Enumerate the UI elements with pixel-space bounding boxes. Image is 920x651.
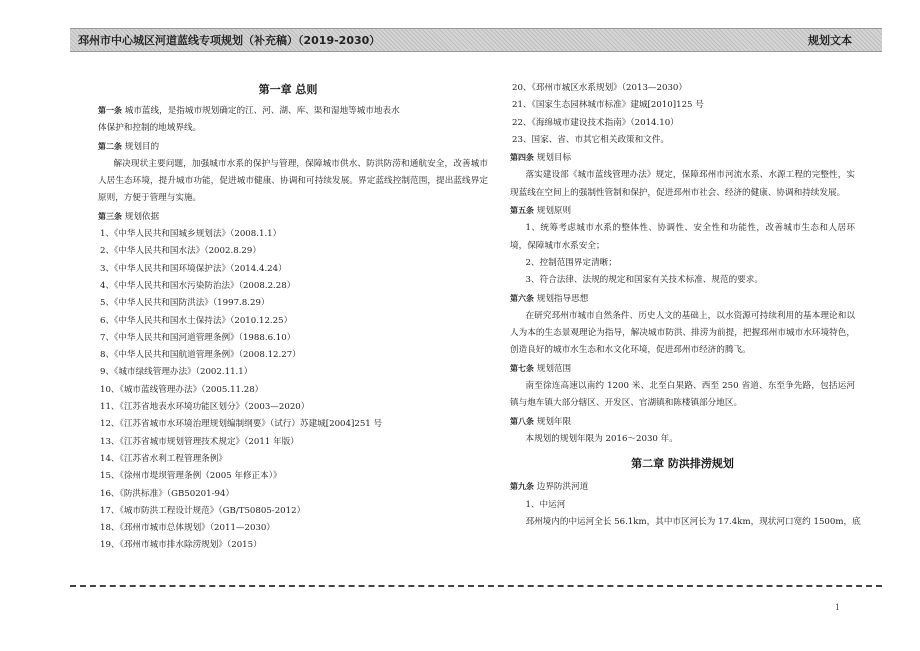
article-7-text: 南至徐连高速以南约 1200 米、北至白果路、西至 250 省道、东至争先路，包括运河镇与炮车镇大部分辖区、开发区、官湖镇和陈楼镇部分地区。 (510, 381, 855, 409)
reference-item: 22、《海绵城市建设技术指南》（2014.10） (512, 117, 679, 128)
reference-item: 15、《徐州市堤坝管理条例（2005 年修正本）》 (100, 471, 282, 482)
article-3-title: 规划依据 (124, 211, 160, 222)
page-number: 1 (835, 603, 841, 612)
article-1 (98, 102, 488, 120)
article-9-heading (510, 478, 855, 496)
article-1-line-2: 体保护和控制的地域界线。 (98, 123, 202, 134)
article-6-heading (510, 290, 855, 308)
article-5-item: 3、符合法律、法规的规定和国家有关技术标准、规范的要求。 (525, 275, 763, 286)
reference-item: 8、《中华人民共和国航道管理条例》（2008.12.27） (100, 350, 301, 361)
article-7-heading (510, 360, 855, 378)
reference-item: 3、《中华人民共和国环境保护法》（2014.4.24） (100, 263, 287, 274)
article-4-title: 规划目标 (536, 153, 572, 164)
article-8-label: 第八条 (510, 416, 534, 426)
reference-item: 20、《邳州市城区水系规划》（2013—2030） (512, 83, 687, 93)
article-5-item: 1、统筹考虑城市水系的整体性、协调性、安全性和功能性，改善城市生态和人居环境，保障城市水系安全； (510, 223, 855, 251)
chapter-2-title: 第二章 防洪排涝规划 (631, 457, 734, 471)
article-6-label: 第六条 (510, 293, 534, 303)
reference-list (98, 226, 488, 555)
article-3-heading (98, 208, 488, 226)
reference-item: 18、《邳州市城市总体规划》（2011—2030） (100, 523, 275, 534)
article-4-label: 第四条 (510, 153, 534, 163)
article-2-heading (98, 138, 488, 156)
reference-item: 17、《城市防洪工程设计规范》（GB/T50805-2012） (100, 505, 306, 516)
article-9-title: 边界防洪河道 (536, 482, 589, 493)
article-9-text: 邳州境内的中运河全长 56.1km，其中市区河长为 17.4km，现状河口宽约 1500m，底 (525, 516, 861, 527)
reference-item: 9、《城市绿线管理办法》（2002.11.1） (100, 367, 253, 378)
reference-item: 13、《江苏省城市规划管理技术规定》（2011 年版） (100, 436, 299, 447)
article-9-label: 第九条 (510, 482, 534, 492)
article-8-text: 本规划的规划年限为 2016～2030 年。 (525, 433, 678, 444)
reference-item: 19、《邳州市城市排水除涝规划》（2015） (100, 540, 262, 551)
article-5-item: 2、控制范围界定清晰； (525, 257, 617, 268)
document-type-label: 规划文本 (808, 34, 852, 47)
reference-item: 11、《江苏省地表水环境功能区划分》（2003—2020） (100, 402, 310, 413)
reference-item: 12、《江苏省城市水环境治理规划编制纲要》（试行）苏建城[2004]251 号 (100, 419, 383, 430)
reference-item: 4、《中华人民共和国水污染防治法》（2008.2.28） (100, 280, 296, 291)
article-8-heading (510, 413, 855, 431)
reference-item: 23、国家、省、市其它相关政策和文件。 (512, 134, 670, 145)
reference-item: 7、《中华人民共和国河道管理条例》（1988.6.10） (100, 332, 296, 343)
chapter-1-title: 第一章 总则 (258, 83, 318, 96)
article-2-title: 规划目的 (124, 141, 160, 152)
article-5-label: 第五条 (510, 206, 534, 216)
article-9-item-1: 1、中运河 (525, 499, 566, 510)
reference-item: 5、《中华人民共和国防洪法》（1997.8.29） (100, 298, 270, 309)
article-7-title: 规划范围 (536, 363, 572, 374)
article-1-label: 第一条 (98, 106, 122, 115)
article-1-line-1: 城市蓝线，是指城市规划确定的江、河、湖、库、渠和湿地等城市地表水 (124, 106, 400, 116)
page-header (70, 28, 882, 52)
footer-divider (70, 585, 882, 587)
left-column (98, 74, 488, 555)
article-5-heading (510, 202, 855, 220)
article-6-title: 规划指导思想 (536, 293, 589, 304)
article-2-text: 解决现状主要问题，加强城市水系的保护与管理，保障城市供水、防洪防涝和通航安全，改善城市人居生态环境，提升城市功能，促进城市健康、协调和可持续发展。界定蓝线控制范围，提出蓝线界定原则，方便于管理与实施。 (98, 158, 488, 204)
reference-item: 2、《中华人民共和国水法》（2002.8.29） (100, 246, 261, 257)
reference-item: 6、《中华人民共和国水土保持法》（2010.12.25） (100, 315, 293, 326)
reference-item: 21、《国家生态园林城市标准》建城[2010]125 号 (512, 100, 704, 111)
right-column (510, 80, 861, 531)
reference-item: 10、《城市蓝线管理办法》（2005.11.28） (100, 384, 264, 395)
article-4-text: 落实建设部《城市蓝线管理办法》规定，保障邳州市河流水系、水源工程的完整性，实现蓝线在空间上的强制性管制和保护，促进邳州市社会、经济的健康、协调和持续发展。 (510, 170, 855, 198)
article-6-text: 在研究邳州市城市自然条件、历史人文的基础上，以水资源可持续利用的基本理论和以人为本的生态景观理论为指导，解决城市防洪、排涝为前提，把握邳州市城市水环境特色，创造良好的城市水生态和水文化环境，促进邳州市经济的腾飞。 (510, 310, 855, 356)
article-8-title: 规划年限 (536, 416, 572, 427)
reference-item: 16、《防洪标准》（GB50201-94） (100, 488, 235, 499)
article-4-heading (510, 149, 855, 167)
article-7-label: 第七条 (510, 363, 534, 373)
reference-item: 14、《江苏省水利工程管理条例》 (100, 453, 227, 464)
article-2-label: 第二条 (98, 141, 122, 151)
document-title: 邳州市中心城区河道蓝线专项规划（补充稿）（2019-2030） (78, 34, 381, 47)
article-5-title: 规划原则 (536, 206, 572, 217)
article-3-label: 第三条 (98, 211, 122, 221)
reference-item: 1、《中华人民共和国城乡规划法》（2008.1.1） (100, 229, 282, 240)
